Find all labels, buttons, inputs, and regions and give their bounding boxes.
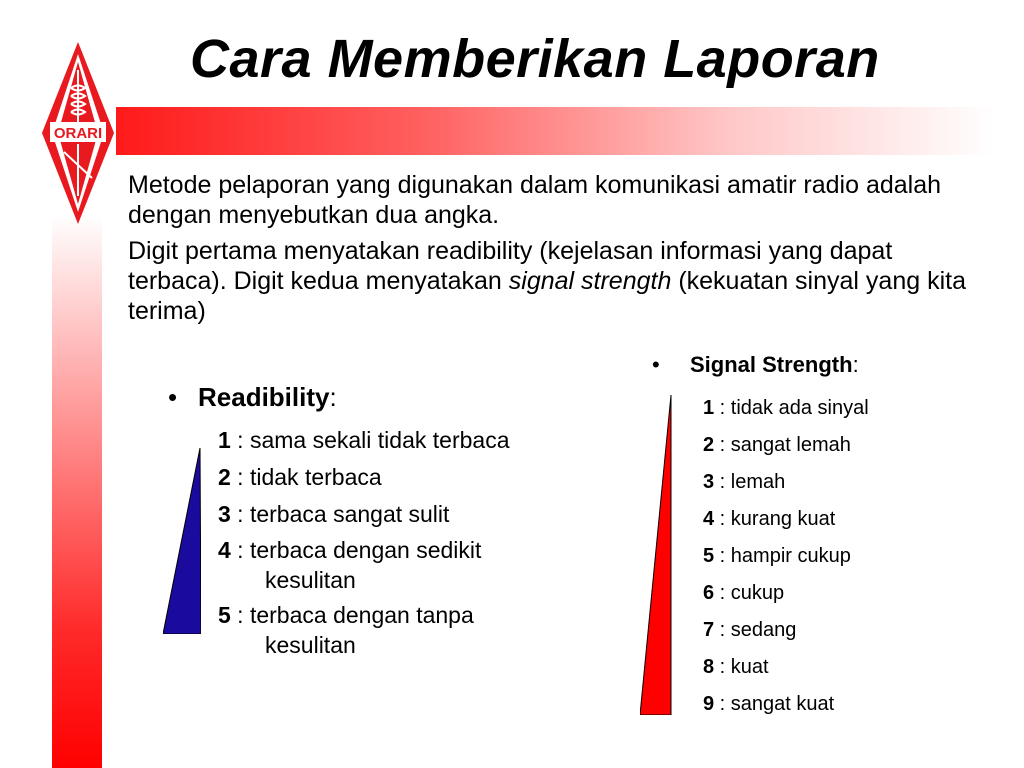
title-underline-bar <box>116 107 996 155</box>
signal-strength-term: signal strength <box>508 267 672 295</box>
signal-strength-wedge-icon <box>640 395 672 715</box>
readibility-heading: • Readibility: <box>168 382 337 412</box>
list-item: 3 : terbaca sangat sulit <box>218 501 450 527</box>
list-item: 9 : sangat kuat <box>703 693 835 715</box>
list-item: 4 : kurang kuat <box>703 508 836 530</box>
logo-text: ORARI <box>53 125 103 142</box>
list-item: 1 : sama sekali tidak terbaca <box>218 427 510 453</box>
list-item: 7 : sedang <box>703 619 797 641</box>
readibility-wedge-icon <box>163 448 201 634</box>
readibility-list <box>218 424 509 665</box>
intro-paragraph-1: Metode pelaporan yang digunakan dalam komunikasi amatir radio adalah dengan menyebutkan dua angka. <box>128 171 942 229</box>
signal-strength-list <box>703 390 869 723</box>
side-gradient-bar <box>52 215 102 768</box>
list-item: 2 : sangat lemah <box>703 434 851 456</box>
list-item: 6 : cukup <box>703 582 785 604</box>
list-item: 5 : hampir cukup <box>703 545 851 567</box>
list-item: 1 : tidak ada sinyal <box>703 397 869 419</box>
list-item: 4 : terbaca dengan sedikit kesulitan <box>218 537 482 593</box>
page-title: Cara Memberikan Laporan <box>190 29 880 89</box>
list-item: 2 : tidak terbaca <box>218 464 382 490</box>
orari-logo-icon <box>40 40 116 226</box>
intro-text <box>128 170 988 332</box>
intro-paragraph-2: Digit pertama menyatakan readibility (kejelasan informasi yang dapat terbaca). Digit kedua menyatakan signal strength (kekuatan sinyal yang kita terima) <box>128 237 966 325</box>
signal-strength-heading: • Signal Strength: <box>652 352 859 377</box>
list-item: 3 : lemah <box>703 471 786 493</box>
list-item: 5 : terbaca dengan tanpa kesulitan <box>218 602 474 658</box>
list-item: 8 : kuat <box>703 656 769 678</box>
